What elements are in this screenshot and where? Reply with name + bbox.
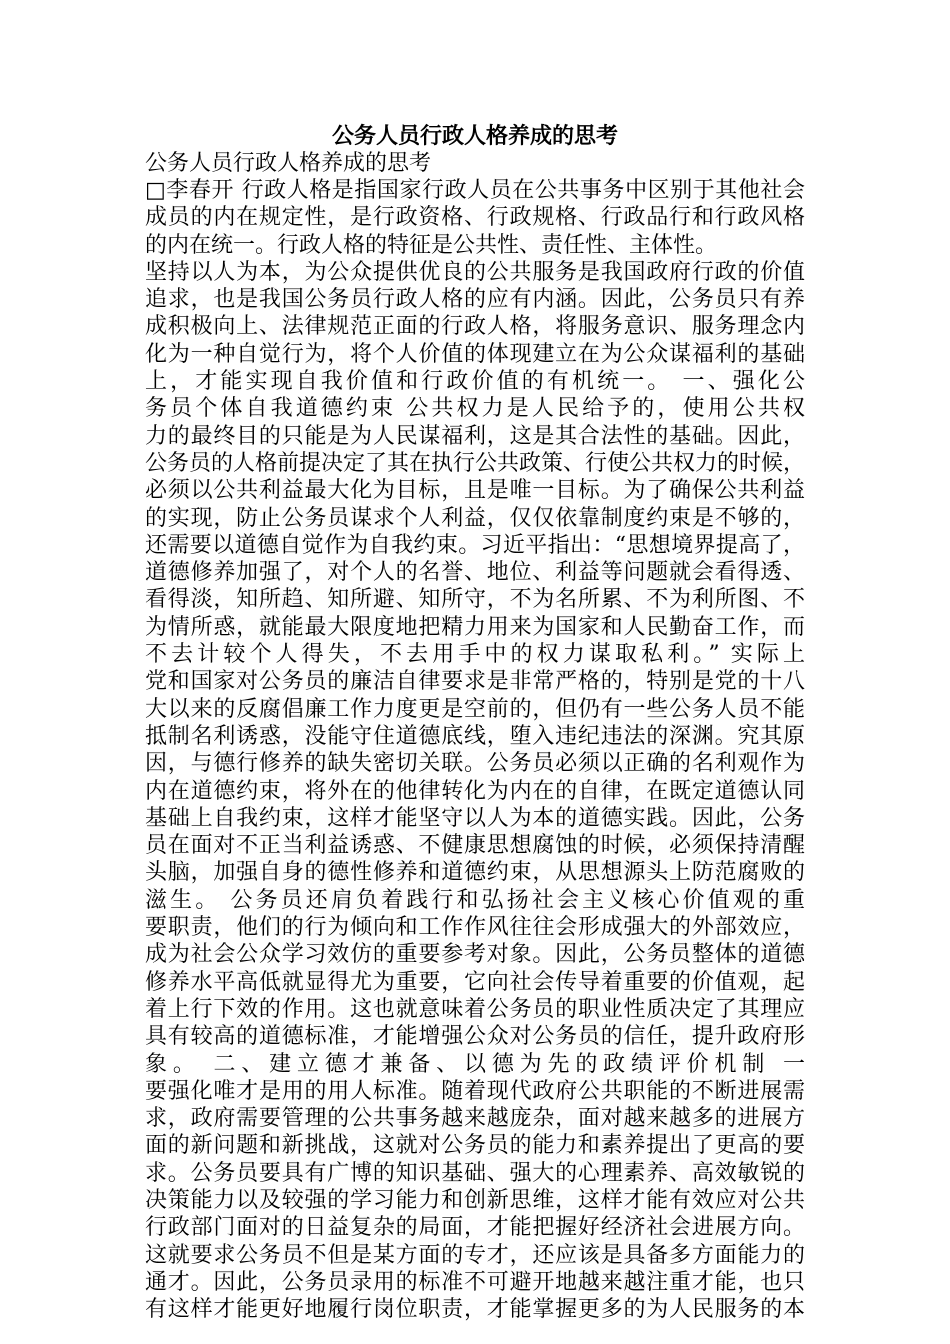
- body-line: 通才。因此，公务员录用的标准不可避开地越来越注重才能，也只: [145, 1269, 805, 1295]
- body-line: 基础上自我约束，这样才能坚守以人为本的道德实践。因此，公务: [145, 805, 805, 831]
- body-line: 的实现，防止公务员谋求个人利益，仅仅依靠制度约束是不够的，: [145, 505, 805, 531]
- body-line: 成积极向上、法律规范正面的行政人格，将服务意识、服务理念内: [145, 314, 805, 340]
- body-line: 党和国家对公务员的廉洁自律要求是非常严格的，特别是党的十八: [145, 669, 805, 695]
- body-line: 员在面对不正当利益诱惑、不健康思想腐蚀的时候，必须保持清醒: [145, 833, 805, 859]
- body-line: 要职责，他们的行为倾向和工作作风往往会形成强大的外部效应，: [145, 915, 805, 941]
- body-line: 求，政府需要管理的公共事务越来越庞杂，面对越来越多的进展方: [145, 1106, 805, 1132]
- body-line: 抵制名利诱惑，没能守住道德底线，堕入违纪违法的深渊。究其原: [145, 723, 805, 749]
- body-line: 滋生。 公务员还肩负着践行和弘扬社会主义核心价值观的重: [145, 887, 805, 913]
- body-line: 这就要求公务员不但是某方面的专才，还应该是具备多方面能力的: [145, 1242, 805, 1268]
- body-line: 因，与德行修养的缺失密切关联。公务员必须以正确的名利观作为: [145, 751, 805, 777]
- body-line: 公务员的人格前提决定了其在执行公共政策、行使公共权力的时候，: [145, 450, 805, 476]
- body-line: 追求，也是我国公务员行政人格的应有内涵。因此，公务员只有养: [145, 287, 805, 313]
- body-line: 面的新问题和新挑战，这就对公务员的能力和素养提出了更高的要: [145, 1133, 805, 1159]
- body-line: 着上行下效的作用。这也就意味着公务员的职业性质决定了其理应: [145, 996, 805, 1022]
- body-line: 头脑，加强自身的德性修养和道德约束，从思想源头上防范腐败的: [145, 860, 805, 886]
- body-line: 大以来的反腐倡廉工作力度更是空前的，但仍有一些公务人员不能: [145, 696, 805, 722]
- body-line: 为情所惑，就能最大限度地把精力用来为国家和人民勤奋工作，而: [145, 614, 805, 640]
- body-line: 还需要以道德自觉作为自我约束。习近平指出：“思想境界提高了，: [145, 532, 805, 558]
- body-line: 坚持以人为本，为公众提供优良的公共服务是我国政府行政的价值: [145, 259, 805, 285]
- body-line: 求。公务员要具有广博的知识基础、强大的心理素养、高效敏锐的: [145, 1160, 805, 1186]
- body-line: 力的最终目的只能是为人民谋福利，这是其合法性的基础。因此，: [145, 423, 805, 449]
- document-body: [145, 177, 805, 1323]
- body-line: 行政部门面对的日益复杂的局面，才能把握好经济社会进展方向。: [145, 1215, 805, 1241]
- body-line: 道德修养加强了，对个人的名誉、地位、利益等问题就会看得透、: [145, 560, 805, 586]
- document-subtitle: 公务人员行政人格养成的思考: [145, 151, 432, 176]
- body-line: 必须以公共利益最大化为目标，且是唯一目标。为了确保公共利益: [145, 478, 805, 504]
- body-line: 象。 二、建立德才兼备、以德为先的政绩评价机制 一: [145, 1051, 805, 1077]
- body-line: 化为一种自觉行为，将个人价值的体现建立在为公众谋福利的基础: [145, 341, 805, 367]
- body-line: 内在道德约束，将外在的他律转化为内在的自律，在既定道德认同: [145, 778, 805, 804]
- body-line: 成员的内在规定性，是行政资格、行政规格、行政品行和行政风格: [145, 205, 805, 231]
- body-line: 看得淡，知所趋、知所避、知所守，不为名所累、不为利所图、不: [145, 587, 805, 613]
- body-line: 有这样才能更好地履行岗位职责，才能掌握更多的为人民服务的本: [145, 1297, 805, 1323]
- body-line: 修养水平高低就显得尤为重要，它向社会传导着重要的价值观，起: [145, 969, 805, 995]
- body-line: 上，才能实现自我价值和行政价值的有机统一。 一、强化公: [145, 369, 805, 395]
- body-line: 决策能力以及较强的学习能力和创新思维，这样才能有效应对公共: [145, 1187, 805, 1213]
- body-line: 不去计较个人得失，不去用手中的权力谋取私利。” 实际上: [145, 642, 805, 668]
- body-line: 成为社会公众学习效仿的重要参考对象。因此，公务员整体的道德: [145, 942, 805, 968]
- body-line: 务员个体自我道德约束 公共权力是人民给予的，使用公共权: [145, 396, 805, 422]
- document-title: 公务人员行政人格养成的思考: [331, 123, 618, 149]
- body-line: □李春开 行政人格是指国家行政人员在公共事务中区别于其他社会: [145, 178, 805, 203]
- body-line: 要强化唯才是用的用人标准。随着现代政府公共职能的不断进展需: [145, 1078, 805, 1104]
- body-line: 的内在统一。行政人格的特征是公共性、责任性、主体性。: [145, 232, 718, 258]
- body-line: 具有较高的道德标准，才能增强公众对公务员的信任，提升政府形: [145, 1024, 805, 1050]
